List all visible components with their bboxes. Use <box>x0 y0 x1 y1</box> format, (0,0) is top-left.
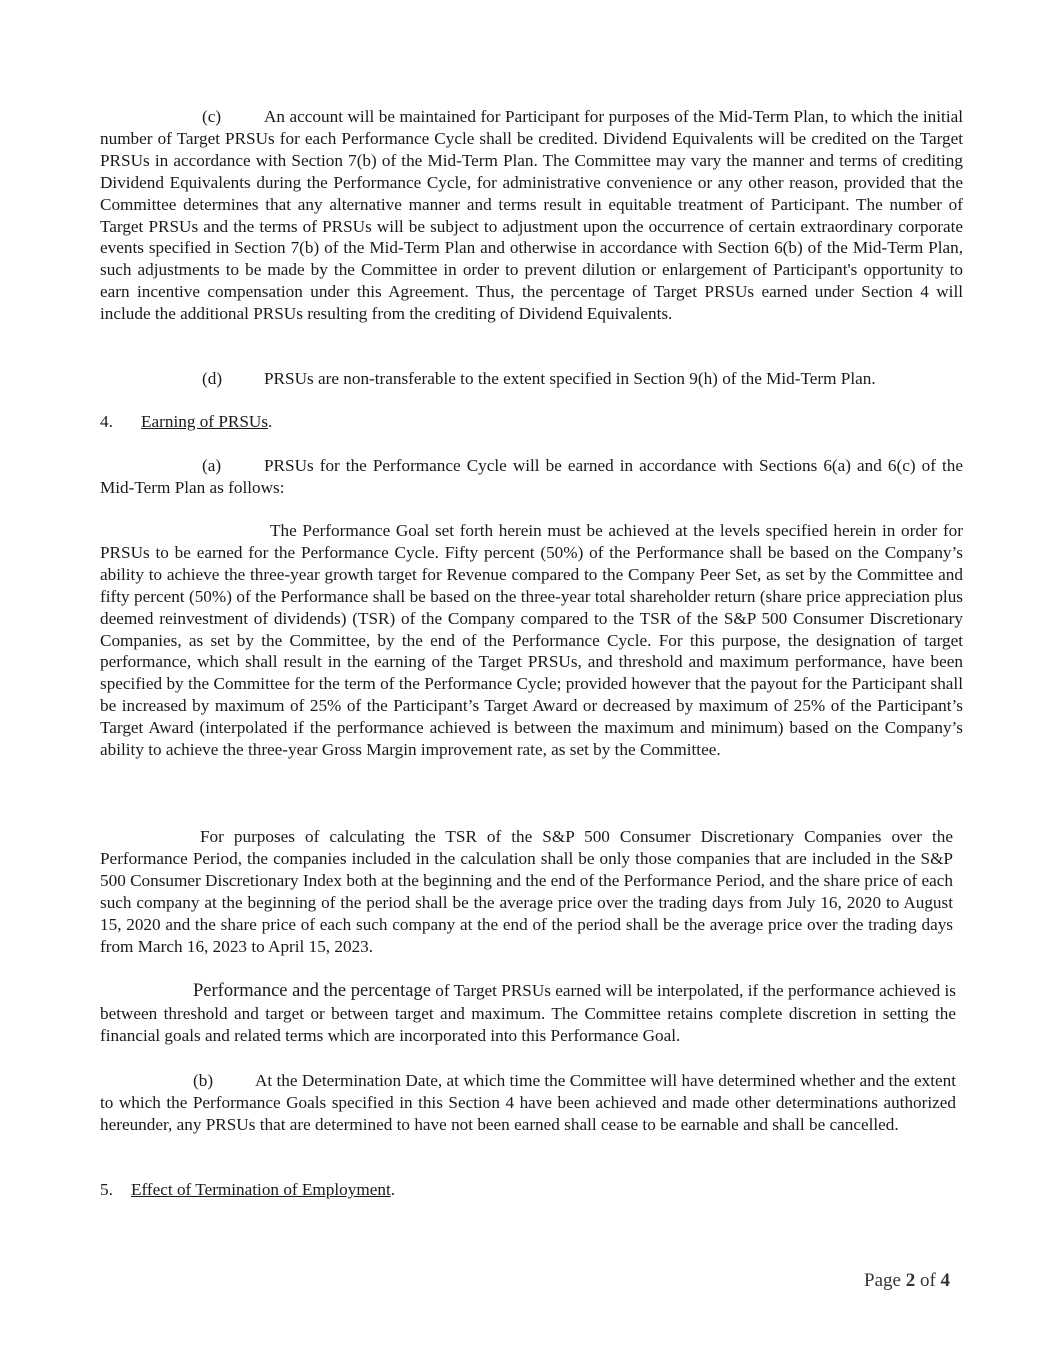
paragraph-tsr-calculation: For purposes of calculating the TSR of the S&P 500 Consumer Discretionary Companies over the Performance Period, the companies included in the calculation shall be only those companies that are included in the S&P 500 Consumer Discretionary Index both at the beginning and the end of the Performance Period, and the share price of each such company at the beginning of the period shall be the average price over the trading days from July 16, 2020 to August 15, 2020 and the share price of each such company at the end of the period shall be the average price over the trading days from March 16, 2023 to April 15, 2023. <box>100 827 953 956</box>
paragraph-text: PRSUs are non-transferable to the extent specified in Section 9(h) of the Mid-Term Plan. <box>264 369 876 388</box>
section-number: 5. <box>100 1180 113 1199</box>
section-title: Earning of PRSUs <box>141 412 269 431</box>
section-4-heading <box>100 411 272 433</box>
paragraph-marker: (a) <box>202 456 222 475</box>
paragraph-marker: (c) <box>202 107 222 126</box>
section-title-period: . <box>268 412 273 431</box>
paragraph-marker: (d) <box>202 369 223 388</box>
page-word: Page <box>864 1270 901 1291</box>
section-title: Effect of Termination of Employment <box>131 1180 391 1199</box>
page-footer <box>864 1270 950 1292</box>
section-number: 4. <box>100 412 113 431</box>
paragraph-4b <box>100 1070 956 1136</box>
paragraph-performance-goal: The Performance Goal set forth herein must be achieved at the levels specified herein in order for PRSUs to be earned for the Performance Cycle. Fifty percent (50%) of the Performance shall be based on the Company’s ability to achieve the three-year growth target for Revenue compared to the Company Peer Set, as set by the Committee and fifty percent (50%) of the Performance shall be based on the three-year total shareholder return (share price appreciation plus deemed reinvestment of dividends) (TSR) of the Company compared to the TSR of the S&P 500 Consumer Discretionary Companies, as set by the Committee, by the end of the Performance Cycle. For this purpose, the designation of target performance, which shall result in the earning of the Target PRSUs, and threshold and maximum performance, have been specified by the Committee for the term of the Performance Cycle; provided however that the payout for the Participant shall be increased by maximum of 25% of the Participant’s Target Award or decreased by maximum of 25% of the Participant’s Target Award (interpolated if the performance achieved is between the maximum and minimum) based on the Company’s ability to achieve the three-year Gross Margin improvement rate, as set by the Committee. <box>100 521 963 760</box>
paragraph-text: An account will be maintained for Participant for purposes of the Mid-Term Plan, to which the initial number of Target PRSUs for each Performance Cycle shall be credited. Dividend Equivalents will be credited on the Target PRSUs in accordance with Section 7(b) of the Mid-Term Plan. The Committee may vary the manner and terms of crediting Dividend Equivalents during the Performance Cycle, for administrative convenience or any other reason, provided that the Committee determines that any alternative manner and terms result in equitable treatment of Participant. The number of Target PRSUs and the terms of PRSUs will be subject to adjustment upon the occurrence of certain extraordinary corporate events specified in Section 7(b) of the Mid-Term Plan and otherwise in accordance with Section 6(b) of the Mid-Term Plan, such adjustments to be made by the Committee in order to prevent dilution or enlargement of Participant's opportunity to earn incentive compensation under this Agreement. Thus, the percentage of Target PRSUs earned under Section 4 will include the additional PRSUs resulting from the crediting of Dividend Equivalents. <box>100 107 963 324</box>
paragraph-marker: (b) <box>193 1071 214 1090</box>
paragraph-3d <box>100 368 963 390</box>
paragraph-text: of Target PRSUs earned will be interpolated, if the performance achieved is between threshold and target or between target and maximum. The Committee retains complete discretion in setting the financial goals and related terms which are incorporated into this Performance Goal. <box>100 981 956 1045</box>
page-total: 4 <box>940 1270 951 1291</box>
paragraph-text: At the Determination Date, at which time the Committee will have determined whether and the extent to which the Performance Goals specified in this Section 4 have been achieved and made other determinations authorized hereunder, any PRSUs that are determined to have not been earned shall cease to be earnable and shall be cancelled. <box>100 1071 956 1134</box>
paragraph-4a <box>100 455 963 499</box>
paragraph-interpolation <box>100 980 956 1047</box>
paragraph-3c <box>100 106 963 325</box>
section-5-heading <box>100 1179 395 1201</box>
section-title-period: . <box>390 1180 396 1199</box>
paragraph-text: PRSUs for the Performance Cycle will be earned in accordance with Sections 6(a) and 6(c) of the Mid-Term Plan as follows: <box>100 456 963 497</box>
page-number: 2 <box>905 1270 916 1291</box>
paragraph-lead: Performance and the percentage <box>193 981 431 1001</box>
of-word: of <box>919 1270 936 1291</box>
